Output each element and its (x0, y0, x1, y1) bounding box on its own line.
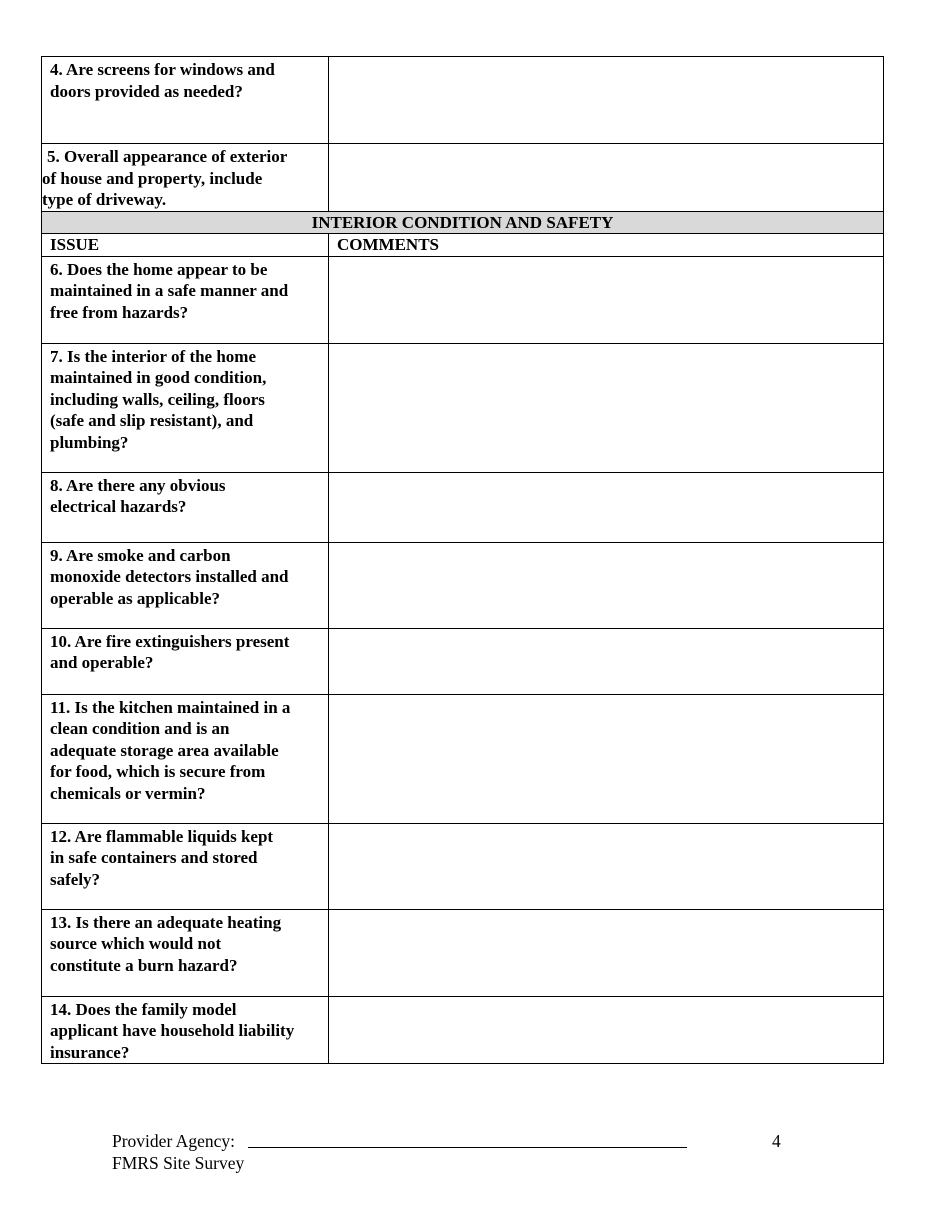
issue-cell (42, 542, 329, 628)
question-text: 5. Overall appearance of exterior of house and property, include type of driveway. (42, 147, 288, 209)
footer-agency-line (112, 1130, 792, 1152)
issue-cell (42, 57, 329, 144)
question-text: 12. Are flammable liquids kept in safe containers and stored safely? (50, 826, 274, 889)
table-row (42, 628, 884, 694)
issue-cell (42, 472, 329, 542)
table-row (42, 472, 884, 542)
section-title: INTERIOR CONDITION AND SAFETY (42, 211, 884, 234)
table-row (42, 909, 884, 996)
comment-cell[interactable] (329, 694, 884, 823)
table-row (42, 694, 884, 823)
question-text: 13. Is there an adequate heating source which would not constitute a burn hazard? (50, 912, 282, 975)
comment-cell[interactable] (329, 823, 884, 909)
table-row (42, 823, 884, 909)
comment-cell[interactable] (329, 57, 884, 144)
question-text: 8. Are there any obvious electrical hazards? (50, 475, 226, 516)
issue-cell (42, 628, 329, 694)
question-text: 10. Are fire extinguishers present and operable? (50, 631, 290, 672)
question-text: 6. Does the home appear to be maintained in a safe manner and free from hazards? (50, 259, 289, 322)
table-row (42, 144, 884, 212)
table-row (42, 542, 884, 628)
site-survey-table (41, 56, 884, 1064)
comment-cell[interactable] (329, 472, 884, 542)
comment-cell[interactable] (329, 542, 884, 628)
page-number: 4 (772, 1131, 781, 1151)
comment-cell[interactable] (329, 256, 884, 343)
column-header-row (42, 234, 884, 257)
issue-cell (42, 694, 329, 823)
issue-cell (42, 343, 329, 472)
question-text: 7. Is the interior of the home maintained in good condition, including walls, ceiling, floors (safe and slip resistant), and plumbing? (50, 346, 267, 452)
provider-agency-blank-line[interactable] (248, 1147, 687, 1148)
table-row (42, 996, 884, 1064)
table-row (42, 57, 884, 144)
table-row (42, 256, 884, 343)
column-header-issue: ISSUE (42, 234, 329, 257)
question-text: 4. Are screens for windows and doors provided as needed? (50, 60, 275, 101)
issue-cell (42, 996, 329, 1064)
question-text: 11. Is the kitchen maintained in a clean condition and is an adequate storage area available for food, which is secure from chemicals or vermin? (50, 697, 291, 803)
survey-name: FMRS Site Survey (112, 1153, 245, 1173)
page-footer (112, 1130, 792, 1174)
comment-cell[interactable] (329, 144, 884, 212)
column-header-comments: COMMENTS (329, 234, 884, 257)
issue-cell (42, 256, 329, 343)
provider-agency-label: Provider Agency: (112, 1131, 235, 1151)
question-text: 14. Does the family model applicant have household liability insurance? (50, 999, 295, 1062)
section-header-row (42, 211, 884, 234)
issue-cell (42, 823, 329, 909)
issue-cell (42, 144, 329, 212)
comment-cell[interactable] (329, 343, 884, 472)
comment-cell[interactable] (329, 909, 884, 996)
comment-cell[interactable] (329, 628, 884, 694)
question-text: 9. Are smoke and carbon monoxide detectors installed and operable as applicable? (50, 545, 289, 608)
comment-cell[interactable] (329, 996, 884, 1064)
issue-cell (42, 909, 329, 996)
table-row (42, 343, 884, 472)
